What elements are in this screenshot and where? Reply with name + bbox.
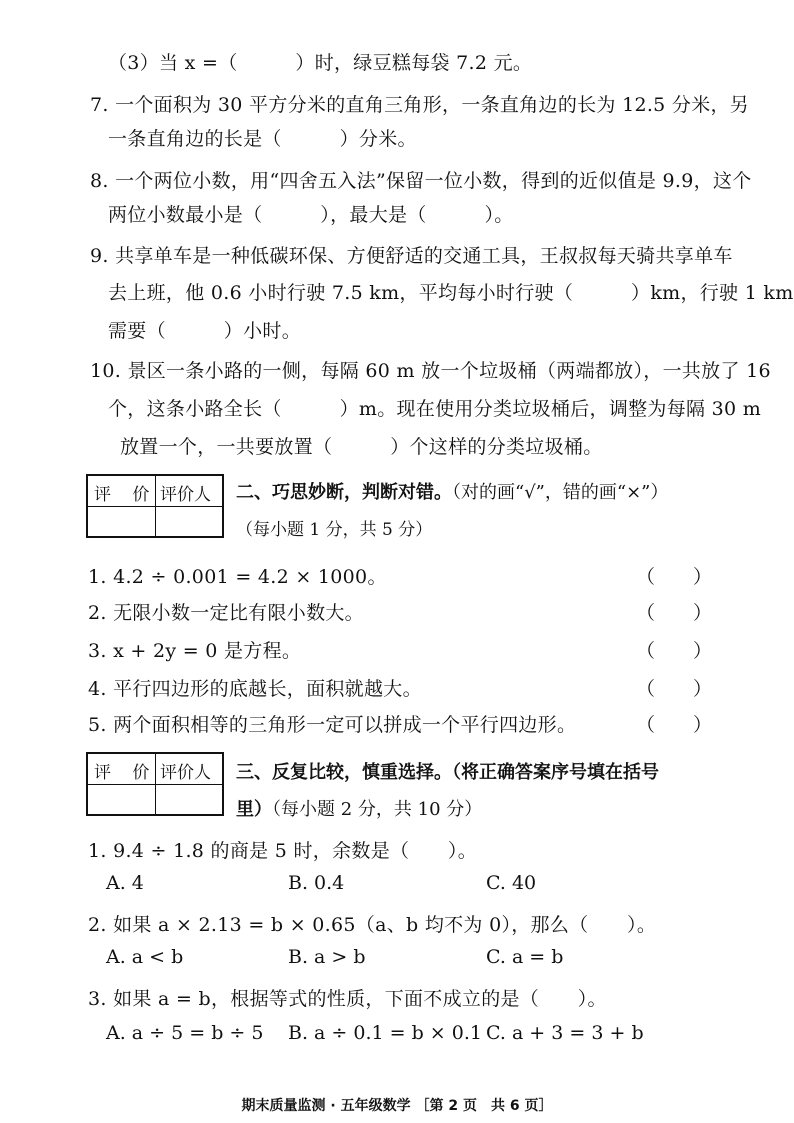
question-10-line-1: 10. 景区一条小路的一侧，每隔 60 m 放一个垃圾桶（两端都放），一共放了 16 bbox=[90, 360, 771, 382]
question-7-line-2: 一条直角边的长是（ ）分米。 bbox=[108, 128, 417, 150]
question-7-line-1: 7. 一个面积为 30 平方分米的直角三角形，一条直角边的长为 12.5 分米，另 bbox=[90, 94, 750, 116]
question-8-line-2: 两位小数最小是（ ），最大是（ ）。 bbox=[108, 204, 514, 226]
choice-3-option-a[interactable]: A. a ÷ 5 = b ÷ 5 bbox=[106, 1022, 264, 1044]
section-3-title-line-2 bbox=[236, 795, 482, 821]
choice-1-option-b[interactable]: B. 0.4 bbox=[288, 872, 345, 894]
judge-item-2: 2. 无限小数一定比有限小数大。 bbox=[88, 602, 364, 624]
choice-3-option-b[interactable]: B. a ÷ 0.1 = b × 0.1 bbox=[288, 1022, 482, 1044]
choice-question-2: 2. 如果 a × 2.13 = b × 0.65（a、b 均不为 0），那么（ ）。 bbox=[88, 914, 657, 936]
choice-2-option-b[interactable]: B. a > b bbox=[288, 946, 366, 968]
judge-item-3: 3. x + 2y = 0 是方程。 bbox=[88, 640, 302, 662]
section-3-scoring: （每小题 2 分，共 10 分） bbox=[272, 799, 483, 820]
judge-item-5: 5. 两个面积相等的三角形一定可以拼成一个平行四边形。 bbox=[88, 714, 577, 736]
section-2-note: （对的画“√”，错的画“×”） bbox=[452, 482, 669, 503]
score-box-section-2 bbox=[86, 474, 224, 538]
choice-3-option-c[interactable]: C. a + 3 = 3 + b bbox=[486, 1022, 644, 1044]
page-footer: 期末质量监测 · 五年级数学 ［第 2 页 共 6 页］ bbox=[241, 1098, 553, 1114]
choice-2-option-c[interactable]: C. a = b bbox=[486, 946, 564, 968]
score-box-label-evaluator: 评价人 bbox=[160, 763, 211, 783]
choice-question-3: 3. 如果 a = b，根据等式的性质，下面不成立的是（ ）。 bbox=[88, 988, 607, 1010]
judge-answer-2[interactable]: （ ） bbox=[636, 602, 713, 624]
judge-item-4: 4. 平行四边形的底越长，面积就越大。 bbox=[88, 678, 422, 700]
choice-question-1: 1. 9.4 ÷ 1.8 的商是 5 时，余数是（ ）。 bbox=[88, 840, 478, 862]
section-2-scoring: （每小题 1 分，共 5 分） bbox=[236, 520, 433, 540]
section-3-heading-end: 里） bbox=[236, 799, 272, 820]
score-box-label-evaluator: 评价人 bbox=[160, 485, 211, 505]
question-10-line-2: 个，这条小路全长（ ）m。现在使用分类垃圾桶后，调整为每隔 30 m bbox=[108, 398, 762, 420]
question-9-line-3: 需要（ ）小时。 bbox=[108, 320, 302, 342]
judge-answer-4[interactable]: （ ） bbox=[636, 678, 713, 700]
score-box-section-3 bbox=[86, 752, 224, 816]
question-9-line-2: 去上班，他 0.6 小时行驶 7.5 km，平均每小时行驶（ ）km，行驶 1 km bbox=[108, 282, 794, 304]
judge-answer-3[interactable]: （ ） bbox=[636, 640, 713, 662]
judge-answer-5[interactable]: （ ） bbox=[636, 714, 713, 736]
score-box-label-evaluation: 评 价 bbox=[94, 763, 158, 783]
question-6-part-3: （3）当 x =（ ）时，绿豆糕每袋 7.2 元。 bbox=[108, 52, 533, 74]
section-2-heading: 二、巧思妙断，判断对错。 bbox=[236, 482, 452, 503]
choice-1-option-c[interactable]: C. 40 bbox=[486, 872, 537, 894]
judge-item-1: 1. 4.2 ÷ 0.001 = 4.2 × 1000。 bbox=[88, 566, 387, 588]
question-8-line-1: 8. 一个两位小数，用“四舍五入法”保留一位小数，得到的近似值是 9.9，这个 bbox=[90, 170, 752, 192]
judge-answer-1[interactable]: （ ） bbox=[636, 566, 713, 588]
choice-1-option-a[interactable]: A. 4 bbox=[106, 872, 144, 894]
question-10-line-3: 放置一个，一共要放置（ ）个这样的分类垃圾桶。 bbox=[120, 436, 603, 458]
section-2-title bbox=[236, 478, 668, 504]
score-box-label-evaluation: 评 价 bbox=[94, 485, 158, 505]
choice-2-option-a[interactable]: A. a < b bbox=[106, 946, 184, 968]
section-3-title-line-1: 三、反复比较，慎重选择。（将正确答案序号填在括号 bbox=[236, 762, 659, 783]
question-9-line-1: 9. 共享单车是一种低碳环保、方便舒适的交通工具，王叔叔每天骑共享单车 bbox=[90, 245, 733, 267]
